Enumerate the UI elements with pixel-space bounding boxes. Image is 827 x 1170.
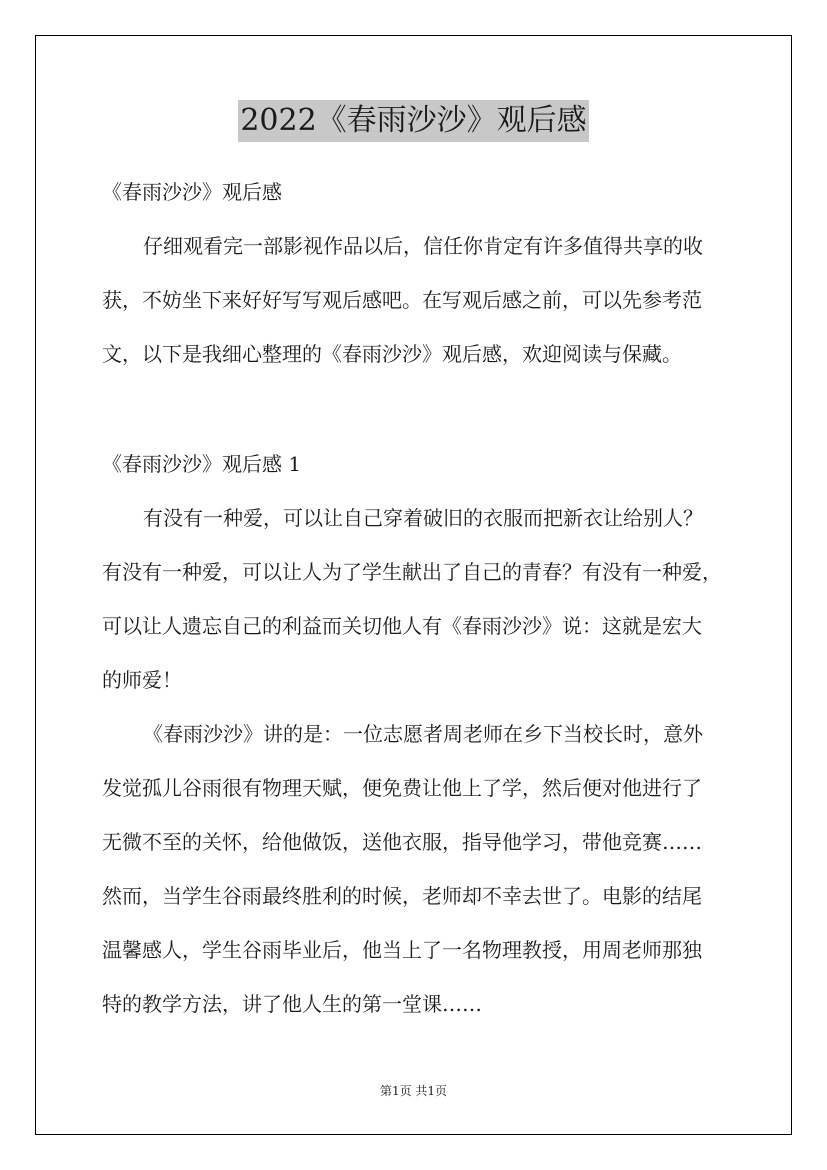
paragraph-line: 然而，当学生谷雨最终胜利的时候，老师却不幸去世了。电影的结尾 [102, 884, 702, 908]
intro-line: 仔细观看完一部影视作品以后，信任你肯定有许多值得共享的收 [143, 234, 703, 258]
intro-line: 文，以下是我细心整理的《春雨沙沙》观后感，欢迎阅读与保藏。 [102, 342, 682, 366]
paragraph-line: 《春雨沙沙》讲的是：一位志愿者周老师在乡下当校长时，意外 [143, 722, 703, 746]
paragraph-line: 有没有一种爱，可以让自己穿着破旧的衣服而把新衣让给别人？ [143, 506, 703, 530]
paragraph-line: 特的教学方法，讲了他人生的第一堂课…… [102, 992, 482, 1016]
subtitle: 《春雨沙沙》观后感 [102, 180, 282, 204]
document-title: 2022《春雨沙沙》观后感 [238, 100, 588, 142]
title-container [0, 100, 827, 142]
paragraph-line: 的师爱！ [102, 668, 182, 692]
intro-line: 获，不妨坐下来好好写写观后感吧。在写观后感之前，可以先参考范 [102, 288, 702, 312]
paragraph-line: 温馨感人，学生谷雨毕业后，他当上了一名物理教授，用周老师那独 [102, 938, 702, 962]
paragraph-line: 发觉孤儿谷雨很有物理天赋，便免费让他上了学，然后便对他进行了 [102, 776, 702, 800]
page-footer: 第1页 共1页 [379, 1084, 448, 1098]
section-heading: 《春雨沙沙》观后感 1 [102, 452, 302, 476]
paragraph-line: 可以让人遗忘自己的利益而关切他人有《春雨沙沙》说：这就是宏大 [102, 614, 702, 638]
paragraph-line: 有没有一种爱，可以让人为了学生献出了自己的青春？有没有一种爱， [102, 560, 722, 584]
paragraph-line: 无微不至的关怀，给他做饭，送他衣服，指导他学习，带他竞赛…… [102, 830, 702, 854]
